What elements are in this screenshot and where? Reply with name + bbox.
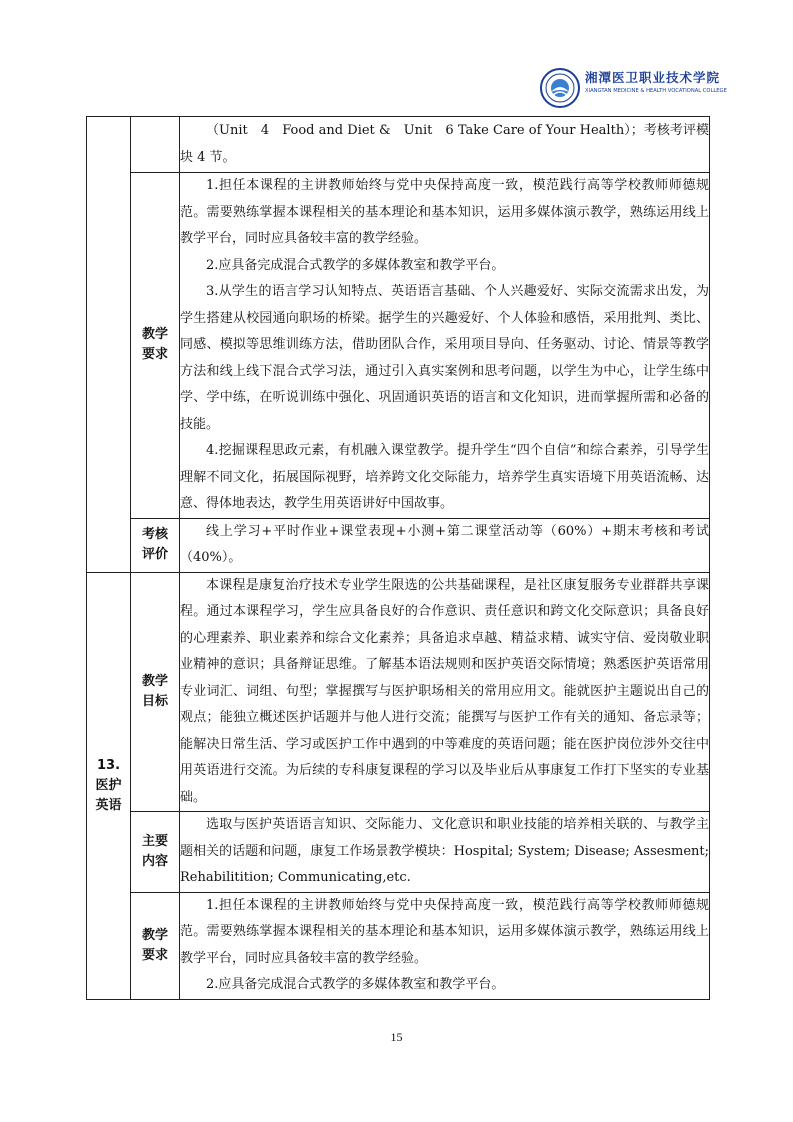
label-line: 教学: [141, 673, 168, 689]
label-line: 教学: [141, 927, 168, 943]
main-content-text: 选取与医护英语语言知识、交际能力、文化意识和职业技能的培养相关联的、与教学主题相关的话题和问题，康复工作场景教学模块：Hospital; System; Disease; Assesment; Rehabilitition; Communicating,etc.: [180, 817, 709, 885]
paragraph: 4.挖掘课程思政元素，有机融入课堂教学。提升学生“四个自信”和综合素养，引导学生理解不同文化，拓展国际视野，培养跨文化交际能力，培养学生真实语境下用英语流畅、达意、得体地表达，教学生用英语讲好中国故事。: [180, 443, 709, 511]
course-name-line: 英语: [95, 797, 122, 813]
section-label-assessment: [131, 518, 180, 572]
label-line: 要求: [141, 347, 168, 363]
table-row: [87, 892, 710, 999]
section-label-main-content: [131, 812, 180, 893]
assessment-text: 线上学习+平时作业+课堂表现+小测+第二课堂活动等（60%）+期末考核和考试（40%）。: [180, 523, 709, 565]
content-cell: [180, 117, 710, 173]
course-name-line: 医护: [95, 777, 122, 793]
college-seal-icon: [540, 68, 580, 108]
label-line: 主要: [141, 833, 168, 849]
table-row: [87, 518, 710, 572]
page-number: 15: [390, 1030, 403, 1044]
table-row: [87, 117, 710, 173]
label-line: 要求: [141, 947, 168, 963]
teaching-req-cell: [180, 892, 710, 999]
section-label-teaching-req: [131, 892, 180, 999]
section-label-teaching-req: [131, 173, 180, 519]
paragraph: 1.担任本课程的主讲教师始终与党中央保持高度一致，模范践行高等学校教师师德规范。需要熟练掌握本课程相关的基本理论和基本知识，运用多媒体演示教学，熟练运用线上教学平台，同时应具备较丰富的教学经验。: [180, 178, 709, 246]
section-label-objectives: [131, 572, 180, 812]
paragraph: 2.应具备完成混合式教学的多媒体教室和教学平台。: [206, 257, 505, 273]
course-number: 13.: [96, 757, 121, 773]
label-line: 评价: [141, 547, 168, 562]
label-line: 教学: [141, 327, 168, 343]
objectives-text: 本课程是康复治疗技术专业学生限选的公共基础课程，是社区康复服务专业群群共享课程。通过本课程学习，学生应具备良好的合作意识、责任意识和跨文化交际意识；具备良好的心理素养、职业素养和综合文化素养；具备追求卓越、精益求精、诚实守信、爱岗敬业职业精神的意识；具备辩证思维。了解基本语法规则和医护英语交际情境；熟悉医护英语常用专业词汇、词组、句型；掌握撰写与医护职场相关的常用应用文。能就医护主题说出自己的观点；能独立概述医护话题并与他人进行交流；能撰写与医护工作有关的通知、备忘录等；能解决日常生活、学习或医护工作中遇到的中等难度的英语问题；能在医护岗位涉外交往中用英语进行交流。为后续的专科康复课程的学习以及毕业后从事康复工作打下坚实的专业基础。: [180, 577, 709, 805]
assessment-cell: [180, 518, 710, 572]
table-row: [87, 812, 710, 893]
course-label-cell-empty: [87, 117, 131, 573]
college-name-cn: 湘潭医卫职业技术学院: [585, 70, 721, 85]
curriculum-table: [86, 116, 710, 1000]
objectives-cell: [180, 572, 710, 812]
course-label-13: [87, 572, 131, 999]
label-line: 目标: [141, 693, 168, 709]
paragraph: 1.担任本课程的主讲教师始终与党中央保持高度一致，模范践行高等学校教师师德规范。需要熟练掌握本课程相关的基本理论和基本知识，运用多媒体演示教学，熟练运用线上教学平台，同时应具备较丰富的教学经验。: [180, 897, 709, 966]
section-label-cell-empty: [131, 117, 180, 173]
college-name-en: XIANGTAN MEDICINE & HEALTH VOCATIONAL COLLEGE: [585, 88, 727, 94]
content-text: （Unit 4 Food and Diet & Unit 6 Take Care of Your Health）；考核考评模块 4 节。: [180, 123, 709, 165]
table-row: [87, 572, 710, 812]
label-line: 内容: [141, 853, 168, 869]
label-line: 考核: [141, 527, 168, 542]
paragraph: 3.从学生的语言学习认知特点、英语语言基础、个人兴趣爱好、实际交流需求出发，为学生搭建从校园通向职场的桥梁。据学生的兴趣爱好、个人体验和感悟，采用批判、类比、同感、模拟等思维训练方法，借助团队合作，采用项目导向、任务驱动、讨论、情景等教学方法和线上线下混合式学习法，通过引入真实案例和思考问题，以学生为中心，让学生练中学、学中练，在听说训练中强化、巩固通识英语的语言和文化知识，进而掌握所需和必备的技能。: [180, 284, 709, 432]
teaching-req-cell: [180, 173, 710, 519]
table-row: [87, 173, 710, 519]
main-content-cell: [180, 812, 710, 893]
paragraph: 2.应具备完成混合式教学的多媒体教室和教学平台。: [206, 977, 505, 992]
